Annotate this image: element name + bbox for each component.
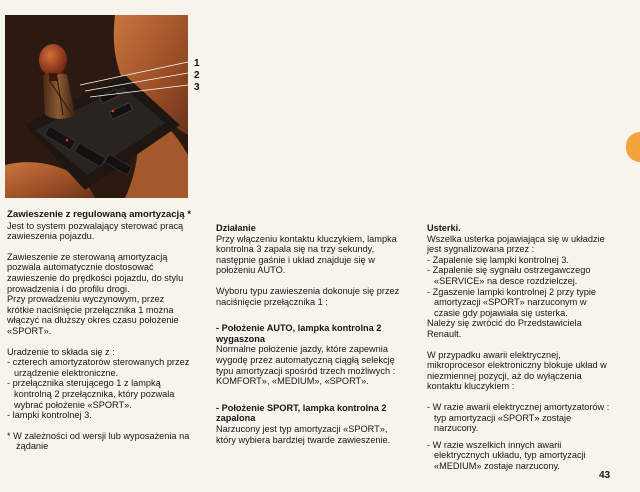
operation-paragraph: Przy włączeniu kontaktu kluczykiem, lampka kontrolna 3 zapala się na trzy sekundy, następnie gaśnie i układ znajduje się w położeniu AUTO.: [216, 233, 397, 276]
list-item: - Zapalenie się sygnału ostrzegawczego «SERVICE» na desce rozdzielczej.: [427, 265, 591, 286]
callout-3: 3: [194, 82, 200, 93]
faults-paragraph: Wszelka usterka pojawiająca się w układzie jest sygnalizowana przez :: [427, 233, 605, 255]
photo-illustration: [5, 15, 188, 198]
list-item: - W razie wszelkich innych awarii elektrycznych układu, typ amortyzacji «MEDIUM» zostaje narzucony.: [427, 439, 586, 471]
auto-position-paragraph: Normalne położenie jazdy, które zapewnia wygodę przez automatyczną ciągłą selekcję typu amortyzacji spośród trzech możliwych : KOMFORT», «MEDIUM», «SPORT».: [216, 344, 396, 387]
device-components: [7, 347, 192, 421]
dealer-paragraph: Należy się zwrócić do Przedstawiciela Renault.: [427, 318, 582, 339]
column-1: [7, 210, 192, 452]
selection-paragraph: Wyboru typu zawieszenia dokonuje się przez naciśnięcie przełącznika 1 :: [216, 285, 400, 307]
text-line: krótkie naciśnięcie przełącznika 1 można: [7, 304, 174, 315]
sport-position-heading: - Położenie SPORT, lampka kontrolna 2 zapalona: [216, 402, 387, 424]
list-item: - W razie awarii elektrycznej amortyzatorów : typ amortyzacji «SPORT» zostaje narzucony.: [427, 401, 610, 434]
column-2: [216, 223, 402, 445]
description-paragraph: [7, 252, 192, 337]
section-title: Zawieszenie z regulowaną amortyzacją *: [7, 209, 191, 220]
text-line: prowadzenia i do profilu drogi.: [7, 283, 130, 294]
footnote: * W zależności od wersji lub wyposażenia na żądanie: [7, 430, 190, 452]
text-line: zawieszenie do prędkości pojazdu, do stylu: [7, 272, 184, 283]
page-number: 43: [599, 470, 611, 481]
electrical-failure-paragraph: W przypadku awarii elektrycznej, mikroprocesor elektroniczny blokuje układ w niezmiennej pozycji, aż do wyłączenia kontaktu kluczykiem :: [427, 349, 607, 392]
list-item: - przełącznika sterującego 1 z lampką kontrolną 2 przełącznika, który pozwala wybrać położenie «SPORT».: [7, 378, 175, 410]
text-line: włączyć na dłuższy okres czasu położenie: [7, 315, 179, 326]
list-item: - czterech amortyzatorów sterowanych przez urządzenie elektroniczne.: [7, 357, 190, 378]
text-line: pozwala automatycznie dostosować: [7, 262, 154, 273]
callout-2: 2: [194, 70, 200, 81]
faults-heading: Usterki.: [427, 223, 461, 233]
text-line: Przy prowadzeniu wyczynowym, przez: [7, 294, 165, 305]
text-line: «SPORT».: [7, 325, 52, 336]
components-heading: Uradzenie to składa się z :: [7, 346, 115, 357]
text-line: Zawieszenie ze sterowaną amortyzacją: [7, 251, 168, 262]
intro-paragraph: Jest to system pozwalający sterować pracą zawieszenia pojazdu.: [7, 220, 184, 242]
gear-shift-console-photo: [5, 15, 188, 198]
section-tab-marker: [626, 132, 640, 162]
auto-position-heading: - Położenie AUTO, lampka kontrolna 2 wygaszona: [216, 323, 382, 344]
list-item: - lampki kontrolnej 3.: [7, 410, 92, 421]
list-item: - Zgaszenie lampki kontrolnej 2 przy typie amortyzacji «SPORT» narzuconym w czasie gdy pojawiała się usterka.: [427, 286, 597, 318]
sport-position-paragraph: Narzucony jest typ amortyzacji «SPORT», który wybiera bardziej twarde zawieszenie.: [216, 423, 391, 445]
list-item: - Zapalenie się lampki kontrolnej 3.: [427, 254, 569, 265]
operation-heading: Działanie: [216, 223, 256, 233]
callout-1: 1: [194, 58, 200, 69]
column-3: [427, 223, 611, 471]
